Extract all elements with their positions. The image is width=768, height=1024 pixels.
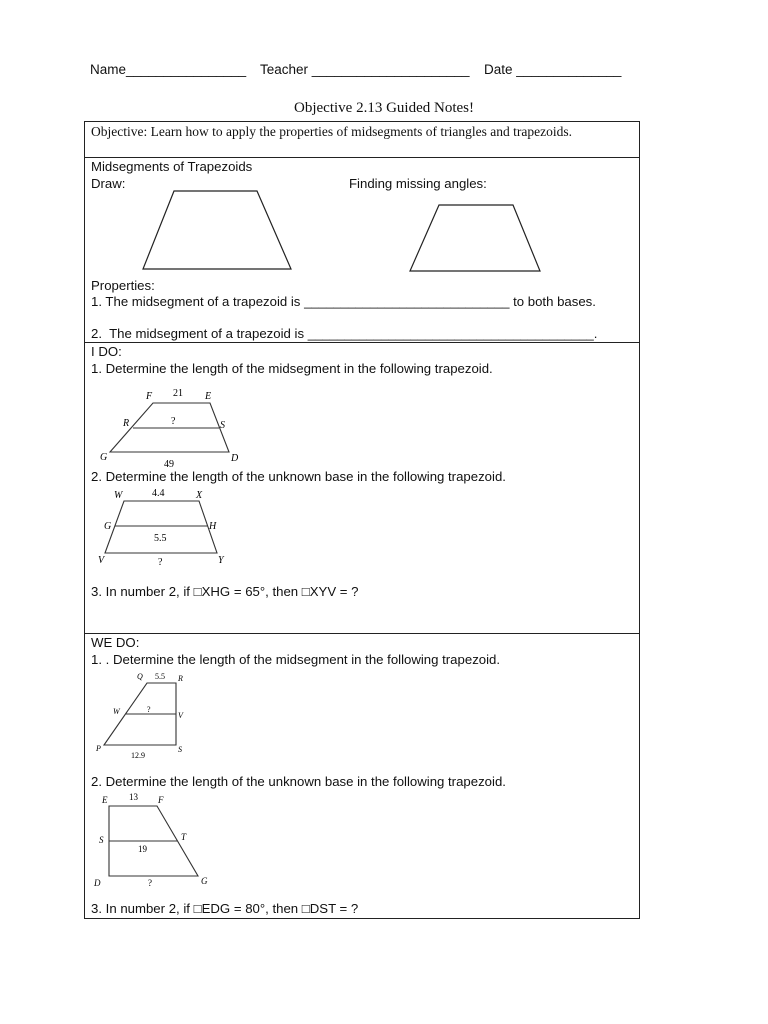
bottom-base-value: ? (148, 878, 152, 888)
label-s2: S (178, 745, 182, 754)
we-do-question-1: 1. . Determine the length of the midsegment in the following trapezoid. (91, 652, 501, 667)
properties-label: Properties: (91, 278, 155, 293)
label-f: F (146, 391, 153, 402)
label-d: D (231, 453, 239, 464)
label-s3: S (99, 835, 104, 845)
label-y: Y (218, 555, 224, 566)
i-do-label: I DO: (91, 344, 122, 359)
label-r2: R (178, 674, 183, 683)
name-field-label: Name________________ (90, 62, 247, 77)
top-base-value: 5.5 (155, 672, 165, 681)
we-do-label: WE DO: (91, 635, 140, 650)
label-t: T (181, 832, 187, 842)
i-do-question-1: 1. Determine the length of the midsegment in the following trapezoid. (91, 361, 493, 376)
i-do-question-3: 3. In number 2, if □XHG = 65°, then □XYV = ? (91, 584, 359, 599)
property-1: 1. The midsegment of a trapezoid is ____________________________ to both bases. (91, 294, 596, 309)
label-e: E (205, 391, 212, 402)
we-do-trapezoid-1 (95, 672, 184, 760)
bottom-base-value: 12.9 (131, 751, 145, 760)
we-do-trapezoid-2 (93, 792, 208, 888)
we-do-question-3: 3. In number 2, if □EDG = 80°, then □DST = ? (91, 901, 359, 916)
label-g2: G (104, 521, 112, 532)
teacher-field-label: Teacher _____________________ (260, 62, 470, 77)
label-v2: V (178, 711, 183, 720)
draw-label: Draw: (91, 176, 126, 191)
label-s: S (220, 420, 225, 431)
label-g: G (100, 452, 108, 463)
bottom-base-value: ? (158, 557, 163, 568)
label-x: X (196, 490, 203, 501)
midsegment-value: ? (147, 705, 151, 714)
bottom-base-value: 49 (164, 459, 174, 470)
label-r: R (123, 418, 130, 429)
midsegment-value: ? (171, 416, 176, 427)
top-base-value: 21 (173, 388, 183, 399)
top-base-value: 13 (129, 792, 138, 802)
label-g3: G (201, 876, 208, 886)
label-w: W (114, 490, 123, 501)
page-title: Objective 2.13 Guided Notes! (294, 100, 474, 116)
label-w2: W (113, 707, 120, 716)
date-field-label: Date ______________ (484, 62, 622, 77)
label-h: H (209, 521, 217, 532)
label-q: Q (137, 672, 143, 681)
angles-label: Finding missing angles: (349, 176, 487, 191)
property-2: 2. The midsegment of a trapezoid is _______________________________________. (91, 326, 598, 341)
label-e2: E (102, 795, 108, 805)
label-p: P (96, 744, 101, 753)
label-d2: D (94, 878, 101, 888)
label-f2: F (158, 795, 164, 805)
objective-text: Objective: Learn how to apply the properties of midsegments of triangles and trapezoids. (91, 124, 572, 139)
label-v: V (98, 555, 105, 566)
midsegment-value: 19 (138, 844, 147, 854)
top-base-value: 4.4 (152, 488, 165, 499)
midsegment-value: 5.5 (154, 533, 167, 544)
notes-heading: Midsegments of Trapezoids (91, 159, 253, 174)
i-do-question-2: 2. Determine the length of the unknown base in the following trapezoid. (91, 469, 506, 484)
we-do-question-2: 2. Determine the length of the unknown base in the following trapezoid. (91, 774, 506, 789)
